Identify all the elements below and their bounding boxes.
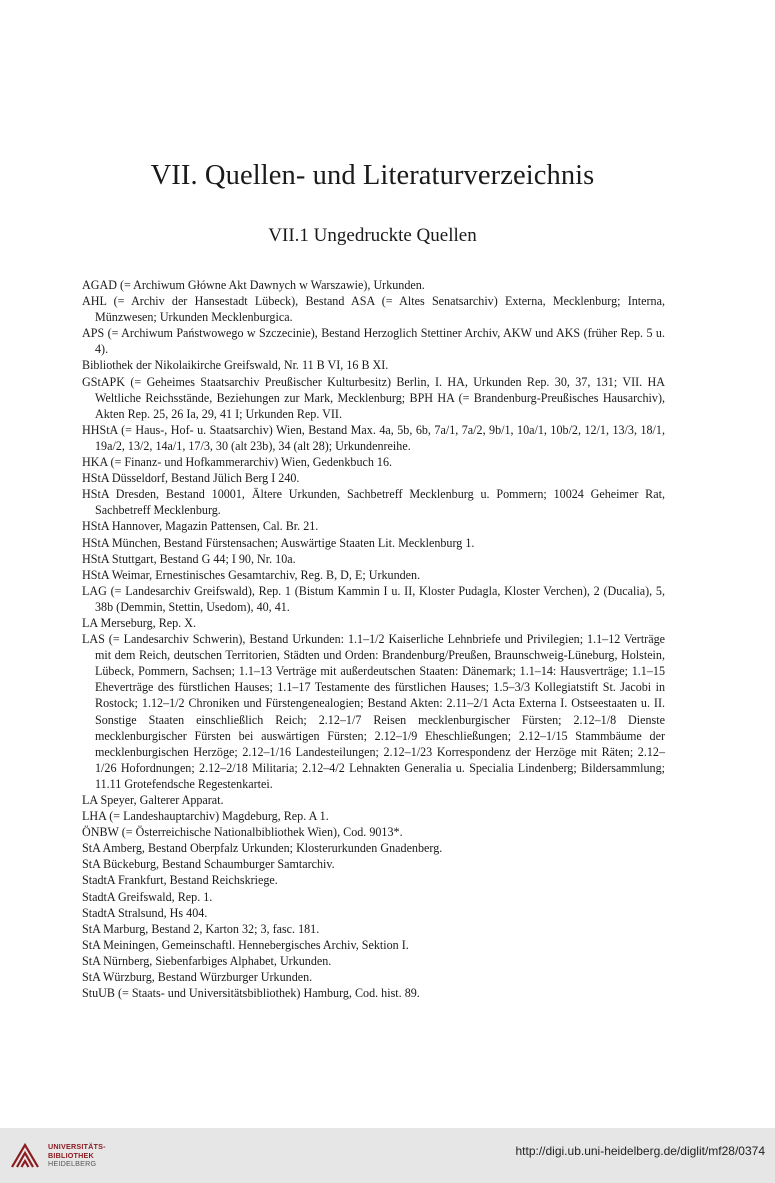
source-entry: HStA Düsseldorf, Bestand Jülich Berg I 240. — [82, 471, 300, 486]
source-entry: ÖNBW (= Österreichische Nationalbibliothek Wien), Cod. 9013*. — [82, 825, 403, 840]
source-entry: HHStA (= Haus-, Hof- u. Staatsarchiv) Wien, Bestand Max. 4a, 5b, 6b, 7a/1, 7a/2, 9b/1, 10a/1, 10b/2, 12/1, 13/3, 18/1, 19a/2, 13/2, 14a/1, 17/3, 30 (alt 23b), 34 (alt 28); Urkundenreihe. — [82, 422, 665, 453]
library-logo-icon — [9, 1140, 41, 1172]
source-entry: StA Würzburg, Bestand Würzburger Urkunden. — [82, 970, 313, 985]
source-entry: LHA (= Landeshauptarchiv) Magdeburg, Rep. A 1. — [82, 809, 329, 824]
source-entry: AHL (= Archiv der Hansestadt Lübeck), Bestand ASA (= Altes Senatsarchiv) Externa, Mecklenburg; Interna, Münzwesen; Urkunden Mecklenburgica. — [82, 294, 665, 325]
source-entry: HStA Stuttgart, Bestand G 44; I 90, Nr. 10a. — [82, 551, 296, 566]
source-entry: StA Meiningen, Gemeinschaftl. Hennebergisches Archiv, Sektion I. — [82, 937, 409, 952]
source-entry: HKA (= Finanz- und Hofkammerarchiv) Wien, Gedenkbuch 16. — [82, 455, 393, 470]
source-entry: StA Nürnberg, Siebenfarbiges Alphabet, Urkunden. — [82, 953, 332, 968]
source-entry: LA Merseburg, Rep. X. — [82, 615, 196, 630]
source-entry: AGAD (= Archiwum Główne Akt Dawnych w Warszawie), Urkunden. — [82, 278, 425, 292]
source-entry: Bibliothek der Nikolaikirche Greifswald, Nr. 11 B VI, 16 B XI. — [82, 358, 389, 373]
source-entry: StA Marburg, Bestand 2, Karton 32; 3, fasc. 181. — [82, 921, 320, 936]
source-entry: StadtA Greifswald, Rep. 1. — [82, 889, 213, 904]
logo-line-2: BIBLIOTHEK — [48, 1150, 94, 1160]
section-title: VII.1 Ungedruckte Quellen — [268, 225, 477, 246]
source-entry: HStA Hannover, Magazin Pattensen, Cal. Br. 21. — [82, 519, 319, 534]
library-name — [48, 1143, 106, 1169]
source-entry: StadtA Frankfurt, Bestand Reichskriege. — [82, 873, 278, 888]
source-entry: HStA München, Bestand Fürstensachen; Auswärtige Staaten Lit. Mecklenburg 1. — [82, 535, 475, 550]
source-entry: StadtA Stralsund, Hs 404. — [82, 905, 208, 920]
source-entry: StA Bückeburg, Bestand Schaumburger Samtarchiv. — [82, 857, 335, 872]
source-entry: StuUB (= Staats- und Universitätsbibliothek) Hamburg, Cod. hist. 89. — [82, 986, 420, 1001]
source-entry: LAS (= Landesarchiv Schwerin), Bestand Urkunden: 1.1–1/2 Kaiserliche Lehnbriefe und Privilegien; 1.1–12 Verträge mit dem Reich, deutschen Territorien, Städten und Orden: Brandenburg/Preußen, Braunschweig-Lüneburg, Holstein, Lübeck, Pommern, Sachsen; 1.1–13 Verträge mit außerdeutschen Staaten: Dänemark; 1.1–14: Hausverträge; 1.1–15 Eheverträge des fürstlichen Hauses; 1.1–17 Testamente des fürstlichen Hauses; 1.5–3/3 Kollegiatstift St. Jacobi in Rostock; 1.12–1/2 Chroniken und Fürstengenealogien; Bestand Akten: 2.11–2/1 Acta Externa I. Ostseestaaten u. II. Sonstige Staaten einschließlich Reich; 2.12–1/7 Reisen mecklenburgischer Fürsten; 2.12–1/8 Dienste mecklenburgischer Fürsten bei auswärtigen Fürsten; 2.12–1/9 Eheschließungen; 2.12–1/15 Stammbäume der mecklenburgischen Herzöge; 2.12–1/16 Landesteilungen; 2.12–1/23 Korrespondenz der Herzöge mit Räten; 2.12–1/26 Hofordnungen; 2.12–2/18 Militaria; 2.12–4/2 Lehnakten Generalia u. Specialia Lindenberg; Bildersammlung; 11.11 Grotefendsche Regestenkartei. — [82, 632, 665, 791]
source-entry: LAG (= Landesarchiv Greifswald), Rep. 1 (Bistum Kammin I u. II, Kloster Pudagla, Kloster Verchen), 2 (Ducalia), 5, 38b (Demmin, Stettin, Usedom), 40, 41. — [82, 583, 665, 614]
source-entry: HStA Weimar, Ernestinisches Gesamtarchiv, Reg. B, D, E; Urkunden. — [82, 567, 421, 582]
source-entry: StA Amberg, Bestand Oberpfalz Urkunden; Klosterurkunden Gnadenberg. — [82, 841, 443, 856]
source-entry: LA Speyer, Galterer Apparat. — [82, 793, 224, 807]
library-logo[interactable] — [9, 1140, 106, 1172]
permalink-url[interactable]: http://digi.ub.uni-heidelberg.de/diglit/mf28/0374 — [515, 1144, 765, 1158]
source-entry: APS (= Archiwum Państwowego w Szczecinie), Bestand Herzoglich Stettiner Archiv, AKW und AKS (früher Rep. 5 u. 4). — [82, 326, 665, 357]
chapter-title: VII. Quellen- und Literaturverzeichnis — [150, 160, 595, 191]
logo-line-1: UNIVERSITÄTS- — [48, 1142, 106, 1152]
source-entry: GStAPK (= Geheimes Staatsarchiv Preußischer Kulturbesitz) Berlin, I. HA, Urkunden Rep. 30, 37, 131; VII. HA Weltliche Reichsstände, Beziehungen zur Mark, Mecklenburg; BPH HA (= Brandenburg-Preußisches Hausarchiv), Akten Rep. 25, 26 Ia, 29, 41 I; Urkunden Rep. VII. — [82, 374, 665, 421]
source-list — [82, 277, 665, 1001]
footer-bar — [0, 1128, 775, 1183]
source-entry: HStA Dresden, Bestand 10001, Ältere Urkunden, Sachbetreff Mecklenburg u. Pommern; 10024 Geheimer Rat, Sachbetreff Mecklenburg. — [82, 487, 665, 518]
logo-line-3: HEIDELBERG — [48, 1159, 97, 1169]
